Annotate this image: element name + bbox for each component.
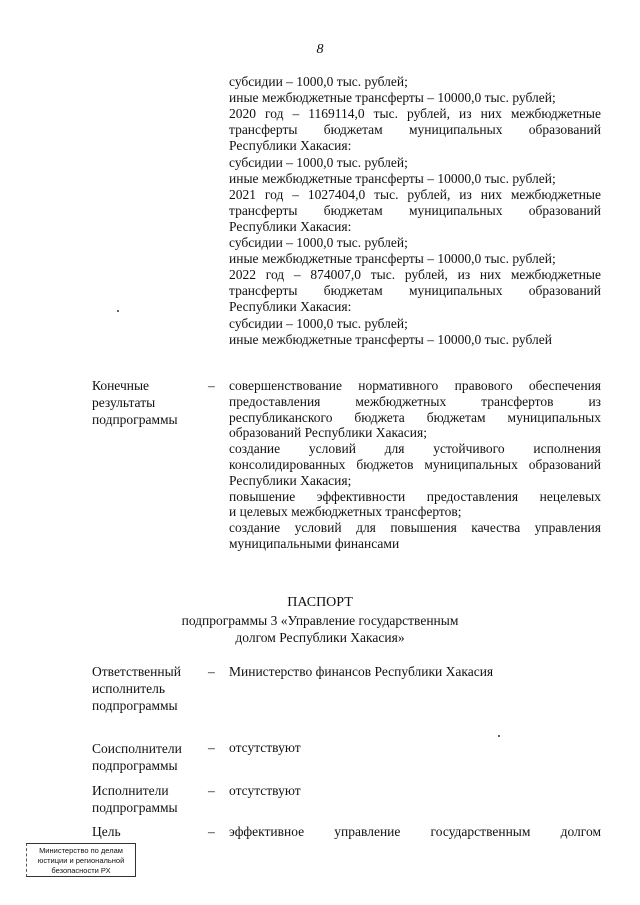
row-dash: – [208,824,215,839]
results-line: предоставления межбюджетных трансфертов из [229,393,601,409]
responsible-executor-value: Министерство финансов Республики Хакасия [229,664,494,679]
results-line: создание условий для повышения качества управления [229,520,601,536]
page-number: 8 [316,42,324,57]
results-line: республиканского бюджета бюджетам муниципальных [229,409,601,425]
scan-speck [117,310,119,312]
funding-line: иные межбюджетные трансферты – 10000,0 тыс. рублей [229,331,552,347]
funding-line: 2022 год – 874007,0 тыс. рублей, из них межбюджетные [229,267,601,283]
results-label-line: подпрограммы [92,412,178,427]
results-line: консолидированных бюджетов муниципальных образований [229,457,601,472]
label-line: Ответственный [92,664,181,679]
passport-subtitle-line2: долгом Республики Хакасия» [235,630,405,645]
results-line: создание условий для устойчивого исполнения [229,441,601,457]
funding-line: Республики Хакасия: [229,299,352,315]
passport-subtitle-line1: подпрограммы 3 «Управление государственным [181,613,459,628]
funding-line: Республики Хакасия: [229,218,352,234]
label-line: исполнитель [92,681,165,696]
results-dash: – [208,378,215,393]
registration-stamp [26,843,136,877]
results-line: повышение эффективности предоставления нецелевых [229,488,601,504]
funding-line: иные межбюджетные трансферты – 10000,0 тыс. рублей; [229,251,556,267]
results-line: и целевых межбюджетных трансфертов; [229,504,462,520]
funding-line: субсидии – 1000,0 тыс. рублей; [229,154,408,170]
results-label [92,377,202,428]
funding-line: трансферты бюджетам муниципальных образований [229,283,601,299]
results-line: совершенствование нормативного правового обеспечения [229,378,601,393]
stamp-line: юстиции и региональной [37,856,125,865]
results-line: образований Республики Хакасия; [229,425,427,441]
funding-line: иные межбюджетные трансферты – 10000,0 тыс. рублей; [229,170,556,186]
passport-title: ПАСПОРТ [287,595,353,610]
goal-value: эффективное управление государственным долгом [229,824,601,839]
co-executors-value: отсутствуют [229,740,301,755]
scan-speck [498,735,500,737]
label-line: подпрограммы [92,800,178,815]
row-dash: – [208,740,215,755]
goal-label [92,823,202,840]
funding-line: трансферты бюджетам муниципальных образований [229,122,601,138]
label-line: подпрограммы [92,698,178,713]
executors-value: отсутствуют [229,783,301,798]
funding-line: Республики Хакасия: [229,138,352,154]
funding-line: иные межбюджетные трансферты – 10000,0 тыс. рублей; [229,90,556,106]
funding-line: субсидии – 1000,0 тыс. рублей; [229,74,408,89]
results-line: муниципальными финансами [229,536,400,551]
funding-line: 2021 год – 1027404,0 тыс. рублей, из них межбюджетные [229,186,601,202]
funding-line: субсидии – 1000,0 тыс. рублей; [229,315,408,331]
row-dash: – [208,664,215,679]
results-label-line: результаты [92,395,156,410]
label-line: подпрограммы [92,758,178,773]
stamp-line: Министерство по делам [39,846,123,855]
label-line: Исполнители [92,783,169,798]
funding-line: субсидии – 1000,0 тыс. рублей; [229,235,408,250]
label-line: Соисполнители [92,741,182,756]
row-dash: – [208,783,215,798]
results-label-line: Конечные [92,378,150,393]
co-executors-label [92,740,202,774]
results-line: Республики Хакасия; [229,472,352,488]
funding-line: 2020 год – 1169114,0 тыс. рублей, из них межбюджетные [229,106,601,122]
funding-line: трансферты бюджетам муниципальных образований [229,202,601,218]
responsible-executor-label [92,663,202,714]
executors-label [92,782,202,816]
label-line: Цель [92,824,121,839]
stamp-line: безопасности РХ [51,866,111,875]
